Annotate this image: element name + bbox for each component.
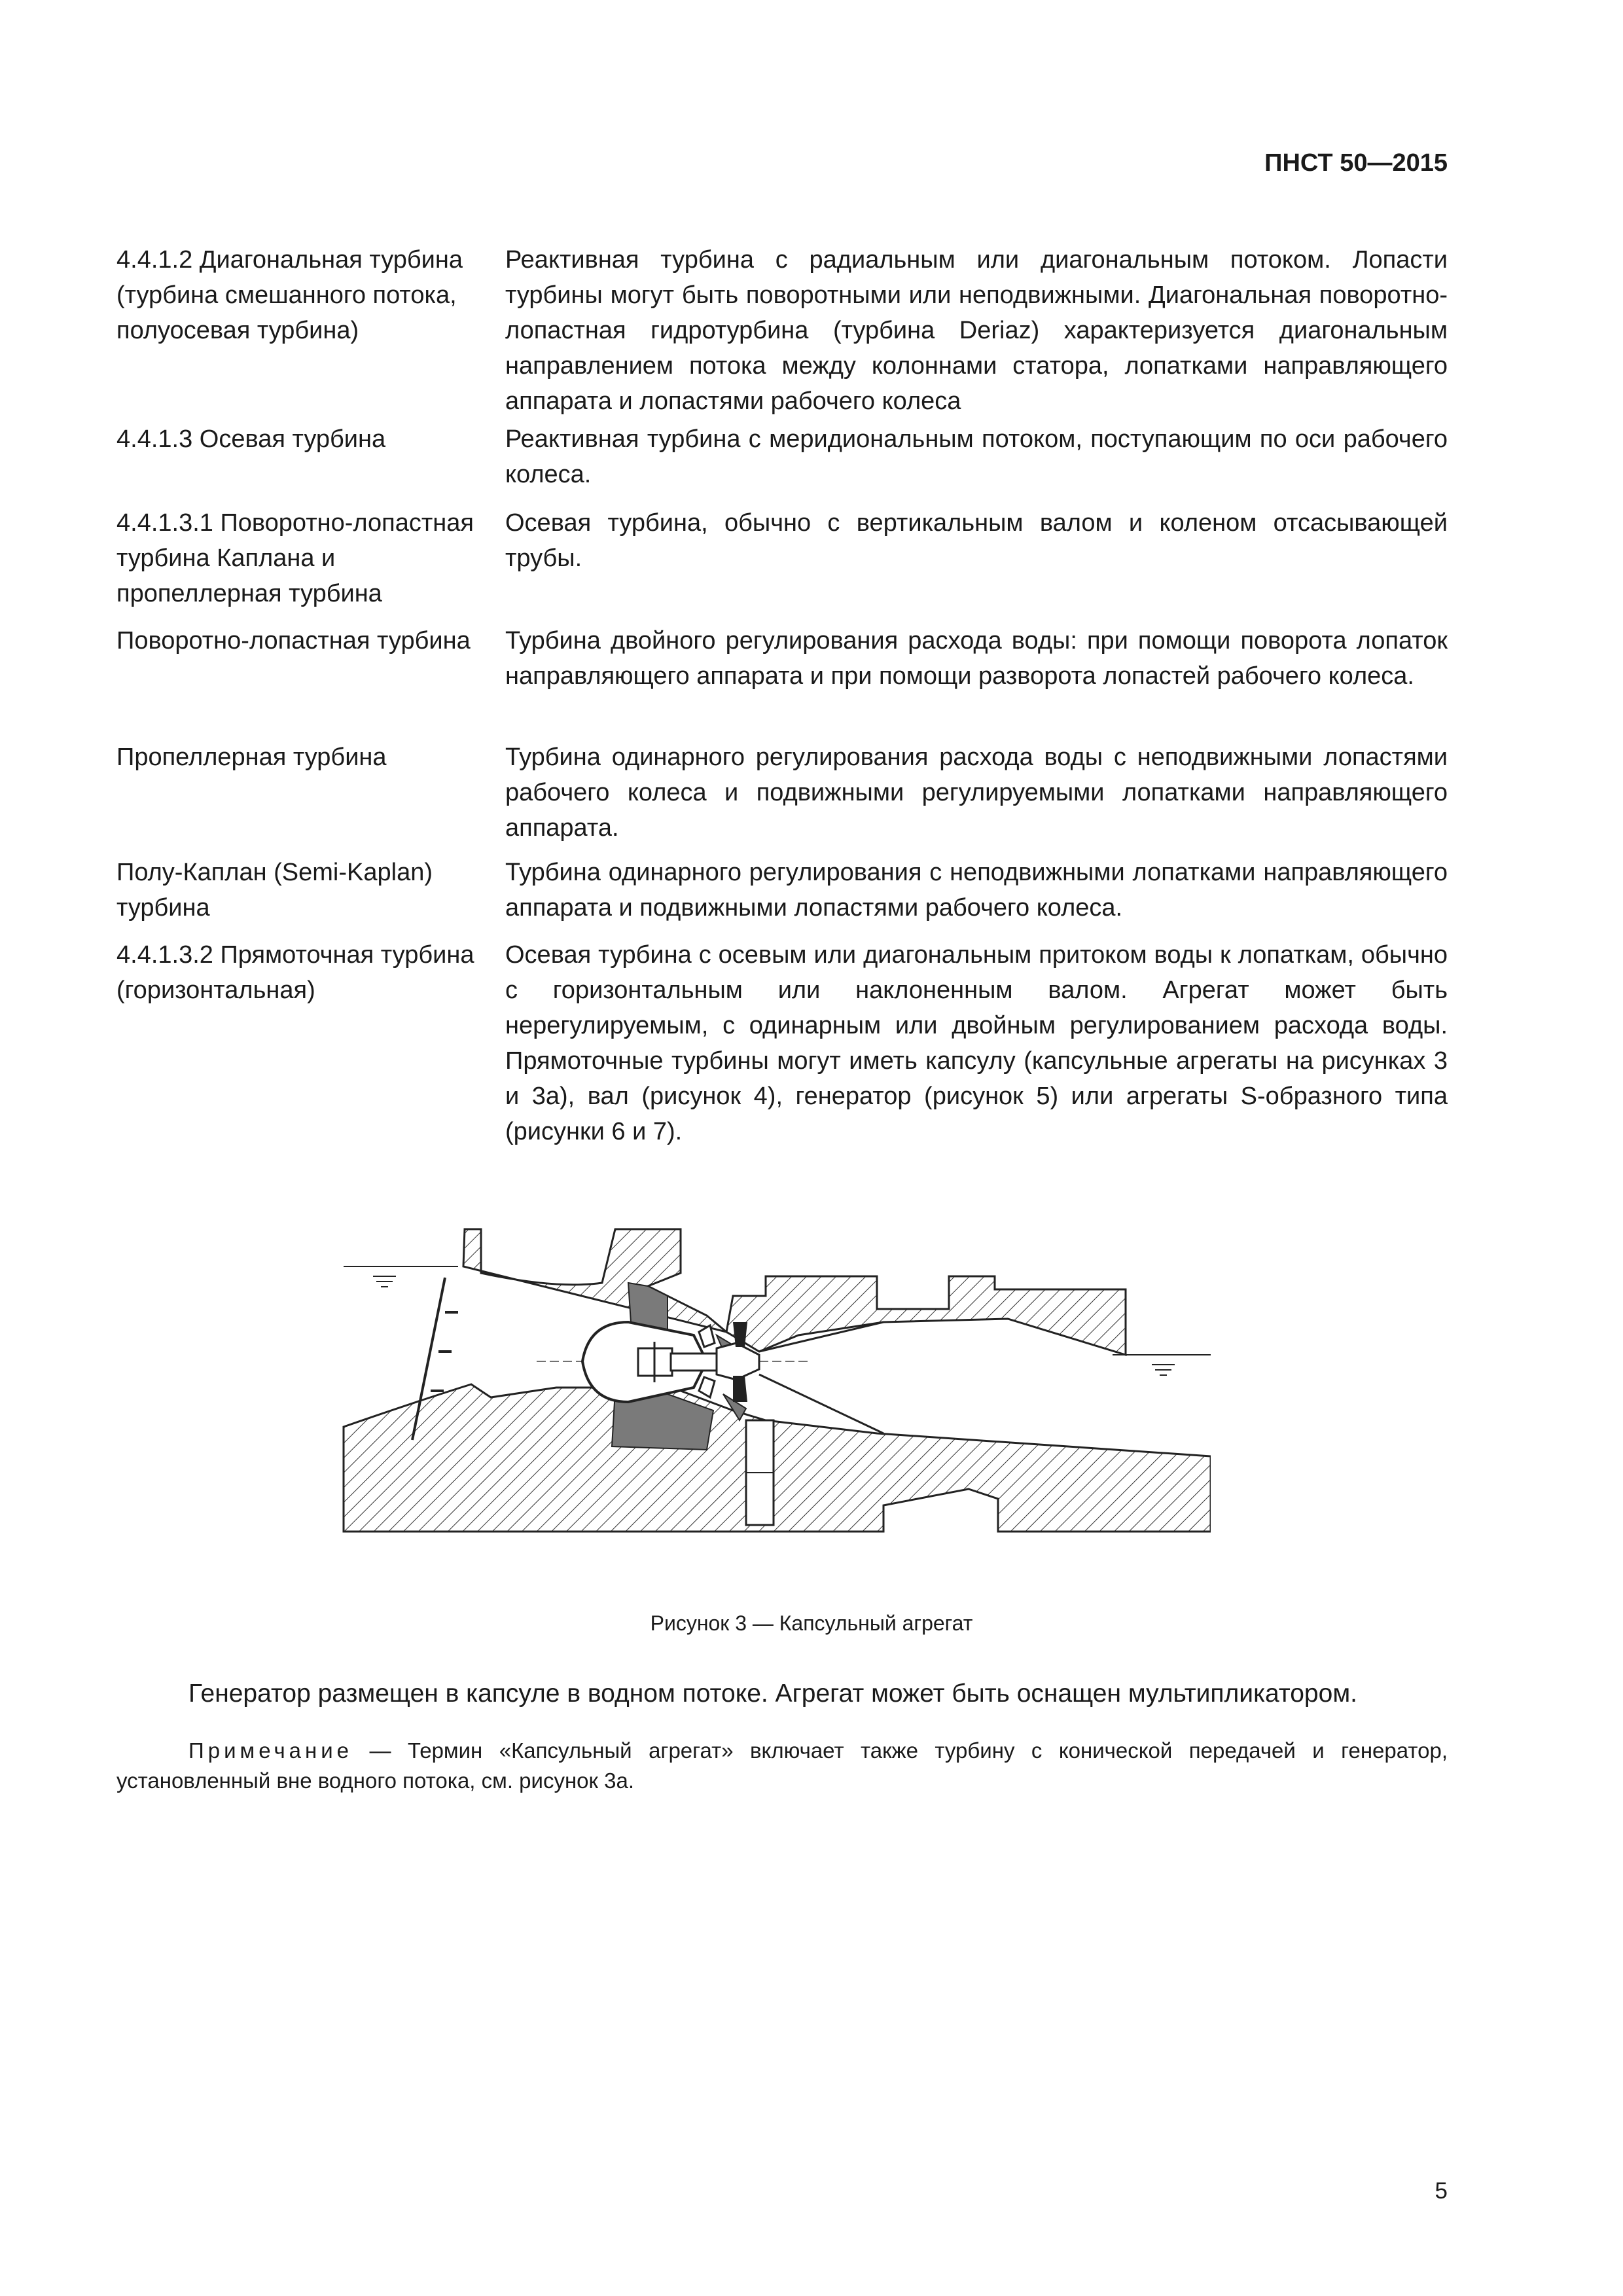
note-label: Примечание [188,1738,353,1763]
entry-definition: Турбина одинарного регулирования расхода воды с неподвижными лопастями рабочего колеса и подвижными регулируемыми лопатками направляющего аппарата. [505,744,1448,842]
document-code: ПНСТ 50—2015 [1264,149,1448,177]
entry-term: 4.4.1.3.2 Прямоточная турбина (горизонтальная) [116,941,474,1004]
entry-definition: Реактивная турбина с меридиональным потоком, поступающим по оси рабочего колеса. [505,425,1448,488]
entry-definition: Реактивная турбина с радиальным или диагональным потоком. Лопасти турбины могут быть поворотными или неподвижными. Диагональная поворотно-лопастная гидротурбина (турбина Deriaz) характеризуется диагональным направлением потока между колоннами статора, лопатками направляющего аппарата и лопастями рабочего колеса [505,246,1448,415]
entry-term: 4.4.1.3 Осевая турбина [116,425,386,453]
entry-definition: Осевая турбина, обычно с вертикальным валом и коленом отсасывающей трубы. [505,509,1448,572]
entry-definition: Турбина двойного регулирования расхода воды: при помощи поворота лопаток направляющего аппарата и при помощи разворота лопастей рабочего колеса. [505,627,1448,690]
note [116,1736,1448,1796]
entry-term: 4.4.1.2 Диагональная турбина (турбина смешанного потока, полуосевая турбина) [116,246,463,344]
entry-definition: Осевая турбина с осевым или диагональным притоком воды к лопаткам, обычно с горизонтальным или наклоненным валом. Агрегат может быть нерегулируемым, с одинарным или двойным регулированием расхода воды. Прямоточные турбины могут иметь капсулу (капсульные агрегаты на рисунках 3 и 3а), вал (рисунок 4), генератор (рисунок 5) или агрегаты S-образного типа (рисунки 6 и 7). [505,941,1448,1145]
figure-caption: Рисунок 3 — Капсульный агрегат [650,1611,973,1635]
entry-term: Полу-Каплан (Semi-Kaplan) турбина [116,859,433,922]
entry-term: Пропеллерная турбина [116,744,387,771]
body-paragraph: Генератор размещен в капсуле в водном потоке. Агрегат может быть оснащен мультипликатором. [188,1679,1357,1708]
note-text: — Термин «Капсульный агрегат» включает также турбину с конической передачей и генератор, установленный вне водного потока, см. рисунок 3а. [116,1738,1448,1793]
entry-term: 4.4.1.3.1 Поворотно-лопастная турбина Каплана и пропеллерная турбина [116,509,474,607]
entry-term: Поворотно-лопастная турбина [116,627,471,655]
page-number: 5 [1435,2178,1448,2204]
capsule-unit-drawing [340,1224,1211,1577]
entry-definition: Турбина одинарного регулирования с неподвижными лопатками направляющего аппарата и подвижными лопастями рабочего колеса. [505,859,1448,922]
